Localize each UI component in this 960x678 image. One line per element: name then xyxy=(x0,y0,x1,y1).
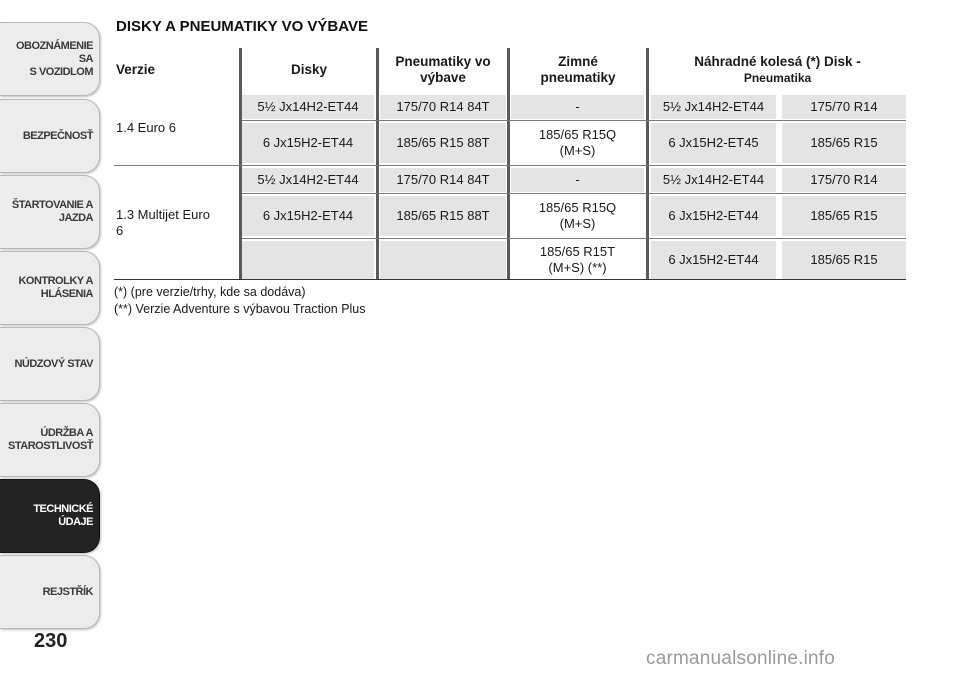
table-cell-rim: 6 Jx15H2-ET44 xyxy=(242,196,374,236)
table-cell-tyre xyxy=(380,241,506,279)
tab-udrzba[interactable]: ÚDRŽBA A STAROSTLIVOSŤ xyxy=(0,403,100,477)
table-cell-rim: 5½ Jx14H2-ET44 xyxy=(242,168,374,192)
header-spare-title: Náhradné kolesá (*) Disk - xyxy=(694,54,861,69)
tab-technicke-udaje[interactable]: TECHNICKÉ ÚDAJE xyxy=(0,479,100,553)
rims-tyres-table xyxy=(114,48,906,280)
page-number: 230 xyxy=(34,630,68,652)
tab-bezpecnost[interactable]: BEZPEČNOSŤ xyxy=(0,99,100,173)
section-title: DISKY A PNEUMATIKY VO VÝBAVE xyxy=(116,18,368,35)
tab-oboznamenie[interactable]: OBOZNÁMENIE SA S VOZIDLOM xyxy=(0,22,100,96)
table-cell-rim: 6 Jx15H2-ET44 xyxy=(242,123,374,163)
table-cell-spare-rim: 6 Jx15H2-ET44 xyxy=(651,241,776,279)
table-cell-tyre: 175/70 R14 84T xyxy=(380,168,506,192)
header-spare xyxy=(649,48,906,92)
tab-rejstrik[interactable]: REJSTŘÍK xyxy=(0,555,100,629)
header-version: Verzie xyxy=(116,62,156,77)
table-cell-rim: 5½ Jx14H2-ET44 xyxy=(242,95,374,119)
table-cell-spare-tyre: 175/70 R14 xyxy=(782,168,906,192)
table-cell-spare-rim: 6 Jx15H2-ET45 xyxy=(651,123,776,163)
row-divider xyxy=(242,193,906,194)
header-rims: Disky xyxy=(290,62,328,77)
row-divider xyxy=(242,238,906,239)
version-label: 1.3 Multijet Euro 6 xyxy=(116,207,210,238)
header-winter: Zimné pneumatiky xyxy=(540,54,616,85)
version-label: 1.4 Euro 6 xyxy=(116,120,176,135)
table-cell-spare-rim: 6 Jx15H2-ET44 xyxy=(651,196,776,236)
table-cell-tyre: 185/65 R15 88T xyxy=(380,123,506,163)
tab-startovanie[interactable]: ŠTARTOVANIE A JAZDA xyxy=(0,175,100,249)
footnote-2: (**) Verzie Adventure s výbavou Traction Plus xyxy=(114,302,366,316)
table-cell-spare-tyre: 175/70 R14 xyxy=(782,95,906,119)
row-divider xyxy=(242,120,906,121)
table-cell-winter: 185/65 R15T (M+S) (**) xyxy=(539,244,616,275)
tab-kontrolky[interactable]: KONTROLKY A HLÁSENIA xyxy=(0,251,100,325)
table-cell-spare-rim: 5½ Jx14H2-ET44 xyxy=(651,95,776,119)
table-cell-rim xyxy=(242,241,374,279)
watermark-text: carmanualsonline.info xyxy=(646,648,836,669)
table-cell-spare-tyre: 185/65 R15 xyxy=(782,196,906,236)
table-cell-winter: 185/65 R15Q (M+S) xyxy=(538,200,617,231)
header-tyres: Pneumatiky vo výbave xyxy=(395,54,491,85)
table-cell-tyre: 185/65 R15 88T xyxy=(380,196,506,236)
table-bottom-rule xyxy=(114,279,906,280)
header-spare-subtitle: Pneumatika xyxy=(743,71,812,85)
table-cell-winter: 185/65 R15Q (M+S) xyxy=(538,127,617,158)
table-cell-winter: - xyxy=(511,168,644,192)
table-cell-spare-tyre: 185/65 R15 xyxy=(782,241,906,279)
table-cell-tyre: 175/70 R14 84T xyxy=(380,95,506,119)
tab-nudzovy-stav[interactable]: NÚDZOVÝ STAV xyxy=(0,327,100,401)
table-cell-spare-tyre: 185/65 R15 xyxy=(782,123,906,163)
table-cell-spare-rim: 5½ Jx14H2-ET44 xyxy=(651,168,776,192)
footnote-1: (*) (pre verzie/trhy, kde sa dodáva) xyxy=(114,285,306,299)
table-cell-winter: - xyxy=(511,95,644,119)
